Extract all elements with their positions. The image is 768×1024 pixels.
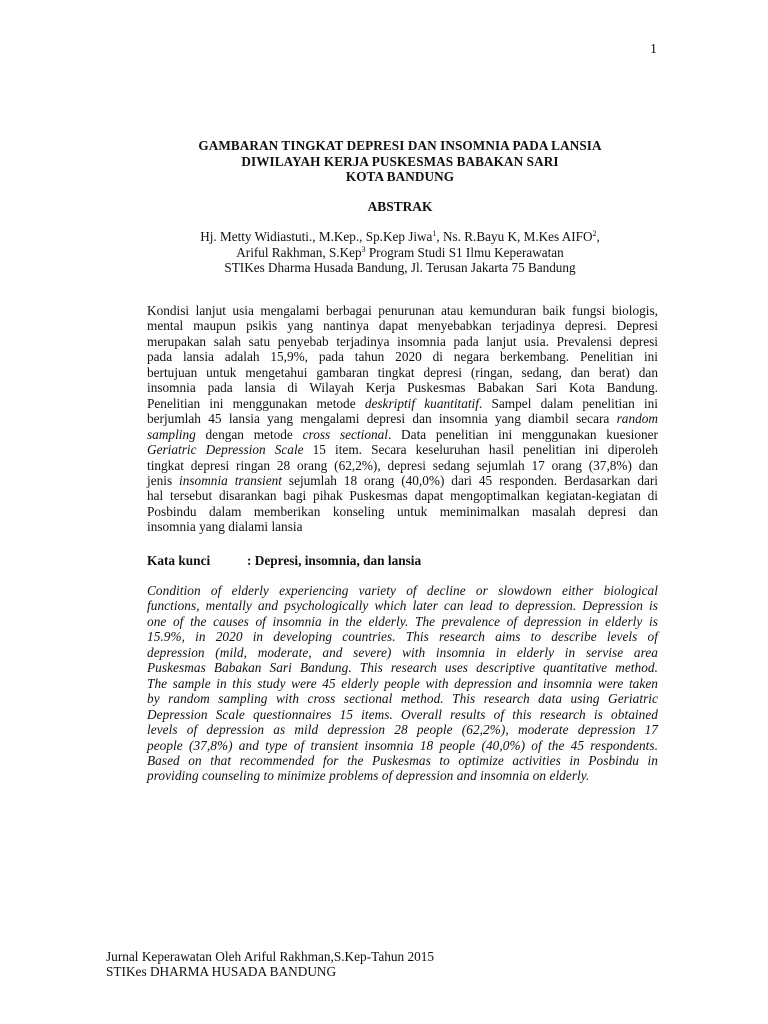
title-line-3: KOTA BANDUNG [345,169,455,184]
text-line: bertujuan untuk mengetahui gambaran tingkat depresi (ringan, sedang, dan berat) dan [147,364,658,380]
title-line-1: GAMBARAN TINGKAT DEPRESI DAN INSOMNIA PADA LANSIA [198,138,602,153]
text-line: Posbindu dalam memberikan konseling untuk meminimalkan masalah depresi dan [147,503,658,519]
affiliation-marker-2: 2 [592,229,597,238]
author-name-3: Ariful Rakhman, S.Kep [236,244,362,260]
text-line: Depression Scale questionnaires 15 items. Overall results of this research is obtained [147,706,658,722]
authors-line-2 [0,245,768,261]
text-line: providing counseling to minimize problems of depression and insomnia on elderly. [147,768,590,784]
keywords-label: Kata kunci [147,553,211,568]
text-line: functions, mentally and psychologically which later can lead to depression. Depression is [147,598,658,614]
page-number: 1 [650,42,657,57]
text-line: hal tersebut disarankan bagi pihak Puskesmas dapat mengoptimalkan kegiatan-kegiatan di [147,488,658,504]
text-line: The sample in this study were 45 elderly people with depression and insomnia were taken [147,675,658,691]
page-footer [106,949,434,979]
author-name-1: Hj. Metty Widiastuti., M.Kep., Sp.Kep Jiwa [200,229,433,244]
abstract-heading: ABSTRAK [367,199,433,214]
text-line: insomnia pada lansia di Wilayah Kerja Puskesmas Babakan Sari Kota Bandung. [147,380,658,396]
authors-line-3: STIKes Dharma Husada Bandung, Jl. Terusan Jakarta 75 Bandung [224,260,576,275]
text-line: insomnia yang dialami lansia [147,519,303,535]
text-line: Condition of elderly experiencing variety of decline or slowdown either biological [147,583,658,598]
text-line: levels of depression as mild depression 28 people (62,2%), moderate depression 17 [147,722,658,738]
footer-institution: STIKes DHARMA HUSADA BANDUNG [106,964,337,979]
affiliation-marker-3: 3 [361,244,366,254]
text-line: depression (mild, moderate, and severe) with insomnia in elderly in servise area [147,644,658,660]
text-line: Penelitian ini menggunakan metode deskriptif kuantitatif. Sampel dalam penelitian ini [147,395,659,411]
text-line: 15.9%, in 2020 in developing countries. This research aims to describe levels of [147,629,658,645]
text-line: pada lansia adalah 15,9%, pada tahun 2020 di negara berkembang. Penelitian ini [147,349,658,365]
program-name: Program Studi S1 Ilmu Keperawatan [365,244,564,260]
text-line: mental maupun psikis yang nantinya dapat menyebabkan terjadinya depresi. Depresi [147,318,658,334]
abstract-indonesian [147,303,658,535]
text-line: Based on that recommended for the Puskesmas to optimize activities in Posbindu in [147,752,658,768]
authors-block [0,229,768,276]
abstract-english [147,583,658,784]
authors-line-1 [0,229,768,245]
text-line: Geriatric Depression Scale 15 item. Secara keseluruhan hasil penelitian ini diperoleh [147,442,658,458]
text-line: jenis insomnia transient sejumlah 18 orang (40,0%) dari 45 responden. Berdasarkan dari [147,472,658,488]
keywords [147,553,421,569]
text-line: people (37,8%) and type of transient insomnia 18 people (40,0%) of the 45 respondents. [147,737,658,753]
text-line: berjumlah 45 lansia yang mengalami depresi dan insomnia yang diambil secara random [147,411,658,427]
affiliation-marker-1: 1 [432,229,437,238]
text-line: Puskesmas Babakan Sari Bandung. This research uses descriptive quantitative method. [147,660,658,676]
paper-title [0,138,768,185]
text-line: by random sampling with cross sectional method. This research data using Geriatric [147,691,658,707]
authors-comma: , [596,229,600,244]
author-name-2: , Ns. R.Bayu K, M.Kes AIFO [436,229,593,244]
title-line-2: DIWILAYAH KERJA PUSKESMAS BABAKAN SARI [241,153,559,169]
keywords-value: : Depresi, insomnia, dan lansia [247,553,422,568]
text-line: Kondisi lanjut usia mengalami berbagai penurunan atau kemunduran baik fungsi biologis, [147,303,658,318]
text-line: one of the causes of insomnia in the elderly. The prevalence of depression in elderly is [147,613,658,629]
text-line: sampling dengan metode cross sectional. Data penelitian ini menggunakan kuesioner [147,426,658,442]
footer-journal: Jurnal Keperawatan Oleh Ariful Rakhman,S.Kep-Tahun 2015 [106,949,435,964]
text-line: merupakan salah satu penyebab terjadinya insomnia pada lanjut usia. Prevalensi depresi [147,333,658,349]
text-line: tingkat depresi ringan 28 orang (62,2%), depresi sedang sejumlah 17 orang (37,8%) dan [147,457,658,473]
